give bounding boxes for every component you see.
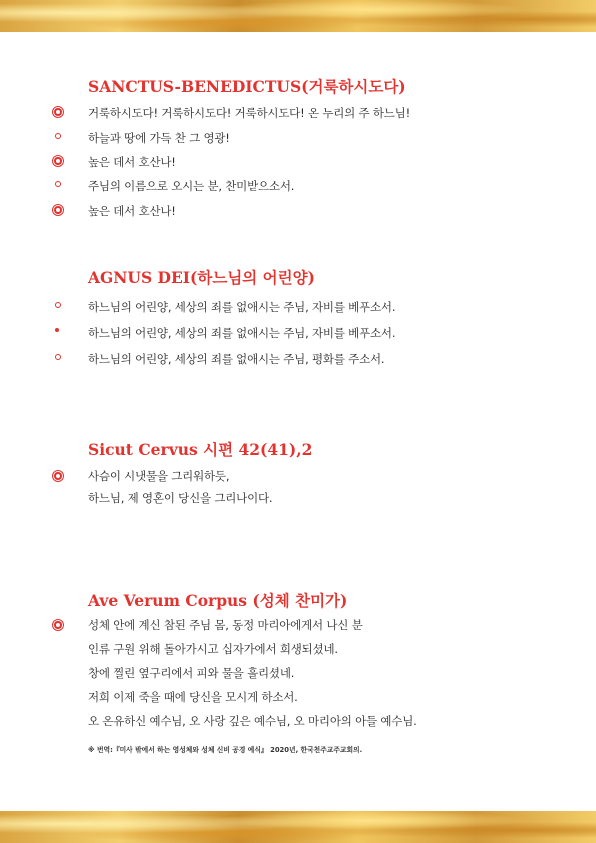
section-title: AGNUS DEI(하느님의 어린양) [88, 268, 315, 287]
text-line: 오 온유하신 예수님, 오 사랑 깊은 예수님, 오 마리아의 아들 예수님. [88, 714, 417, 728]
decorative-bottom-band [0, 811, 596, 843]
text-line: 성체 안에 계신 참된 주님 몸, 동정 마리아에게서 나신 분 [88, 618, 363, 632]
bullet-icon [54, 108, 62, 116]
section-title: SANCTUS-BENEDICTUS(거룩하시도다) [88, 77, 406, 96]
bullet-icon [54, 621, 62, 629]
text-line: 창에 찔린 옆구리에서 피와 물을 흘리셨네. [88, 666, 295, 680]
text-line: 거룩하시도다! 거룩하시도다! 거룩하시도다! 온 누리의 주 하느님! [88, 106, 411, 120]
text-line: 하느님의 어린양, 세상의 죄를 없애시는 주님, 자비를 베푸소서. [88, 326, 396, 340]
bullet-icon [55, 328, 59, 332]
text-line: 하느님의 어린양, 세상의 죄를 없애시는 주님, 평화를 주소서. [88, 352, 385, 366]
section-title: Ave Verum Corpus (성체 찬미가) [88, 591, 348, 610]
bullet-icon [54, 157, 62, 165]
decorative-top-band [0, 0, 596, 32]
text-line: 높은 데서 호산나! [88, 204, 176, 218]
bullet-icon [54, 206, 62, 214]
bullet-icon [55, 133, 61, 139]
text-line: 저희 이제 죽을 때에 당신을 모시게 하소서. [88, 690, 298, 704]
bullet-icon [55, 354, 61, 360]
bullet-icon [54, 472, 62, 480]
text-line: 주님의 이름으로 오시는 분, 찬미받으소서. [88, 179, 295, 193]
bullet-icon [55, 302, 61, 308]
bullet-icon [55, 181, 61, 187]
text-line: 하느님, 제 영혼이 당신을 그리나이다. [88, 491, 273, 505]
section-title: Sicut Cervus 시편 42(41),2 [88, 440, 313, 459]
text-line: 높은 데서 호산나! [88, 155, 176, 169]
translation-footnote: ※ 번역:『미사 밖에서 하는 영성체와 성체 신비 공경 예식』 2020년, 한국천주교주교회의. [88, 746, 363, 754]
text-line: 사슴이 시냇물을 그리워하듯, [88, 469, 230, 483]
text-line: 하느님의 어린양, 세상의 죄를 없애시는 주님, 자비를 베푸소서. [88, 300, 396, 314]
text-line: 하늘과 땅에 가득 찬 그 영광! [88, 131, 230, 145]
text-line: 인류 구원 위해 돌아가시고 십자가에서 희생되셨네. [88, 642, 338, 656]
